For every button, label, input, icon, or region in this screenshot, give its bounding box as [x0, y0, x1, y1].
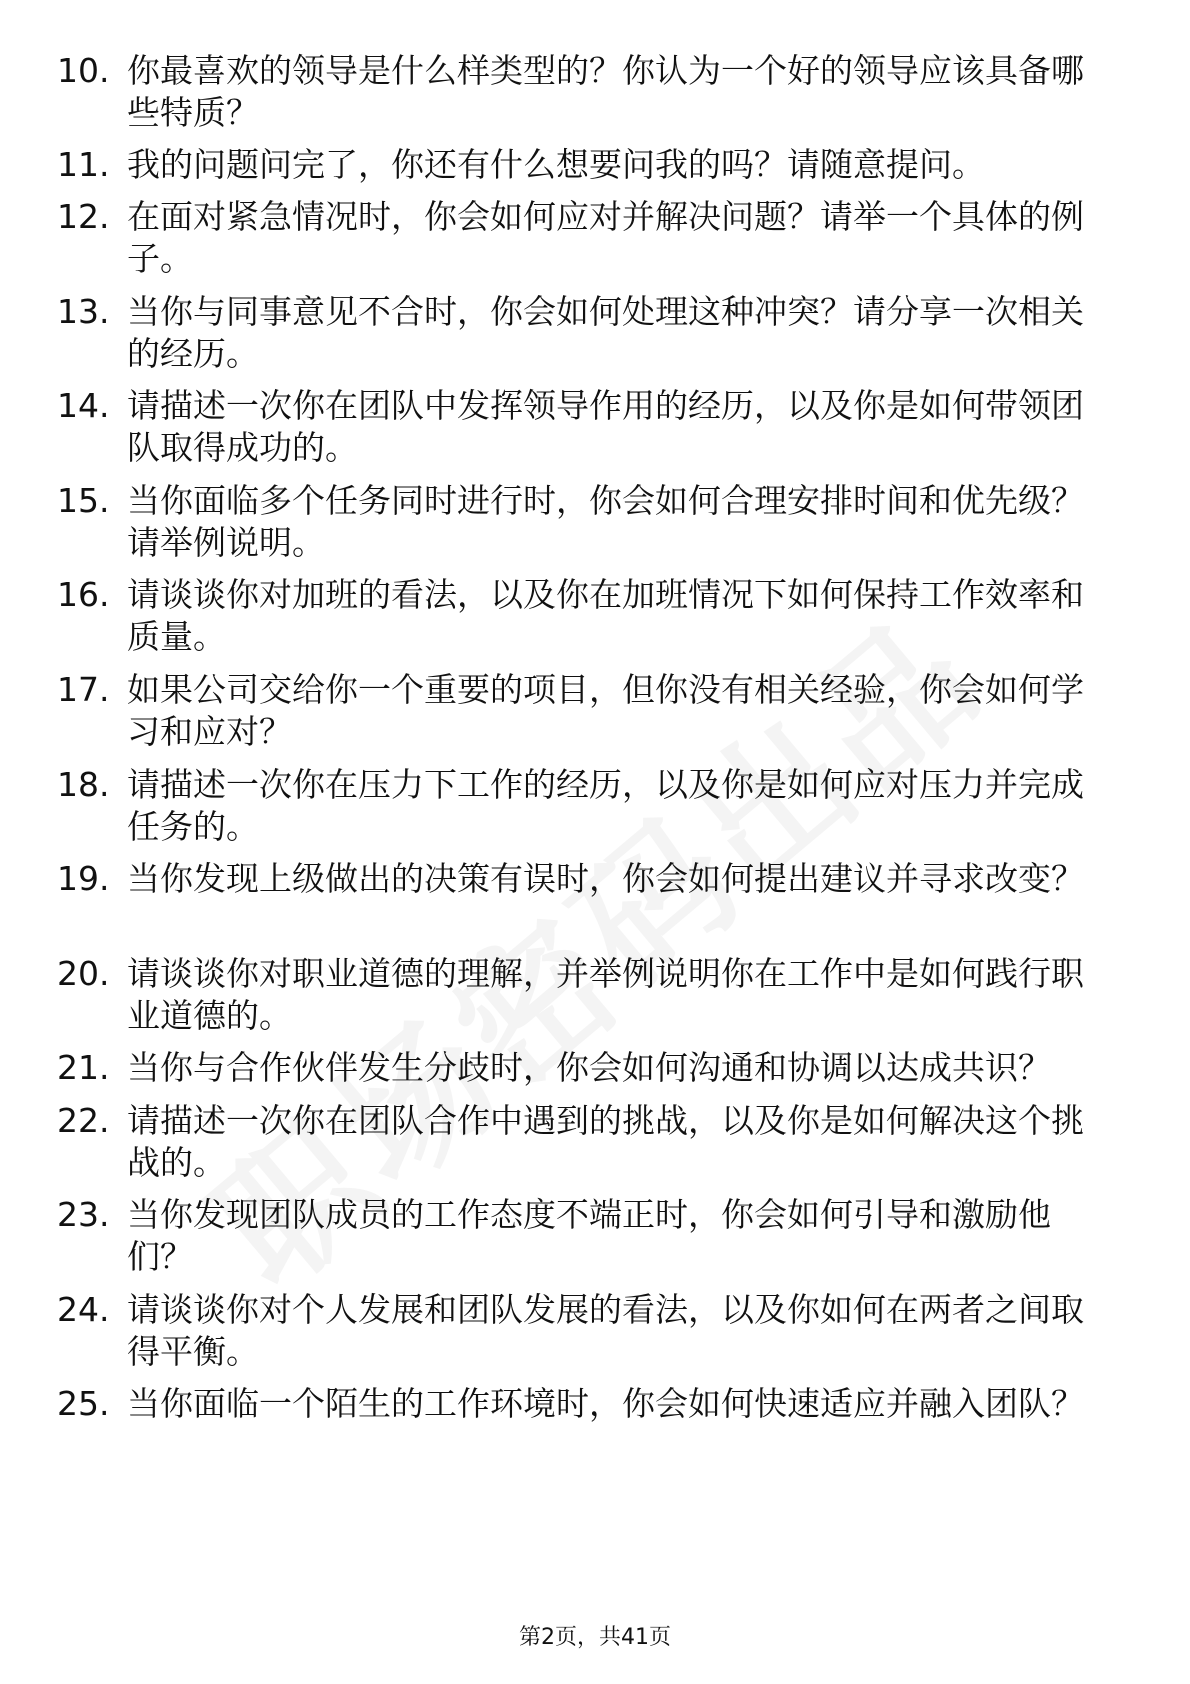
question-text: 请描述一次你在团队中发挥领导作用的经历，以及你是如何带领团队取得成功的。 [127, 386, 1084, 467]
question-number: 14. [57, 386, 110, 425]
question-text: 你最喜欢的领导是什么样类型的？你认为一个好的领导应该具备哪些特质？ [127, 51, 1084, 132]
question-text: 当你面临一个陌生的工作环境时，你会如何快速适应并融入团队？ [127, 1384, 1084, 1423]
question-number: 12. [57, 197, 110, 236]
question-text: 当你与合作伙伴发生分歧时，你会如何沟通和协调以达成共识？ [127, 1048, 1051, 1087]
question-number: 25. [57, 1384, 110, 1423]
question-text: 当你发现团队成员的工作态度不端正时，你会如何引导和激励他们？ [127, 1195, 1051, 1276]
question-number: 18. [57, 765, 110, 804]
question-text: 当你发现上级做出的决策有误时，你会如何提出建议并寻求改变？ [127, 859, 1084, 898]
question-number: 15. [57, 481, 110, 520]
question-text: 请描述一次你在压力下工作的经历，以及你是如何应对压力并完成任务的。 [127, 765, 1084, 846]
page-footer: 第2页，共41页 [519, 1625, 671, 1650]
question-number: 16. [57, 575, 110, 614]
question-number: 20. [57, 954, 110, 993]
question-number: 17. [57, 670, 110, 709]
question-number: 10. [57, 51, 110, 90]
question-text: 请谈谈你对个人发展和团队发展的看法，以及你如何在两者之间取得平衡。 [127, 1290, 1084, 1371]
question-text: 请谈谈你对加班的看法，以及你在加班情况下如何保持工作效率和质量。 [127, 575, 1084, 656]
question-text: 请谈谈你对职业道德的理解，并举例说明你在工作中是如何践行职业道德的。 [127, 954, 1084, 1035]
question-text: 在面对紧急情况时，你会如何应对并解决问题？请举一个具体的例子。 [127, 197, 1084, 278]
question-number: 23. [57, 1195, 110, 1234]
question-text: 我的问题问完了，你还有什么想要问我的吗？请随意提问。 [127, 145, 985, 184]
question-number: 21. [57, 1048, 110, 1087]
question-text: 请描述一次你在团队合作中遇到的挑战，以及你是如何解决这个挑战的。 [127, 1101, 1084, 1182]
question-text: 当你与同事意见不合时，你会如何处理这种冲突？请分享一次相关的经历。 [127, 292, 1084, 373]
question-text: 当你面临多个任务同时进行时，你会如何合理安排时间和优先级？请举例说明。 [127, 481, 1084, 562]
question-number: 11. [57, 145, 110, 184]
question-number: 22. [57, 1101, 110, 1140]
question-number: 24. [57, 1290, 110, 1329]
question-text: 如果公司交给你一个重要的项目，但你没有相关经验，你会如何学习和应对？ [127, 670, 1084, 751]
question-number: 13. [57, 292, 110, 331]
question-number: 19. [57, 859, 110, 898]
